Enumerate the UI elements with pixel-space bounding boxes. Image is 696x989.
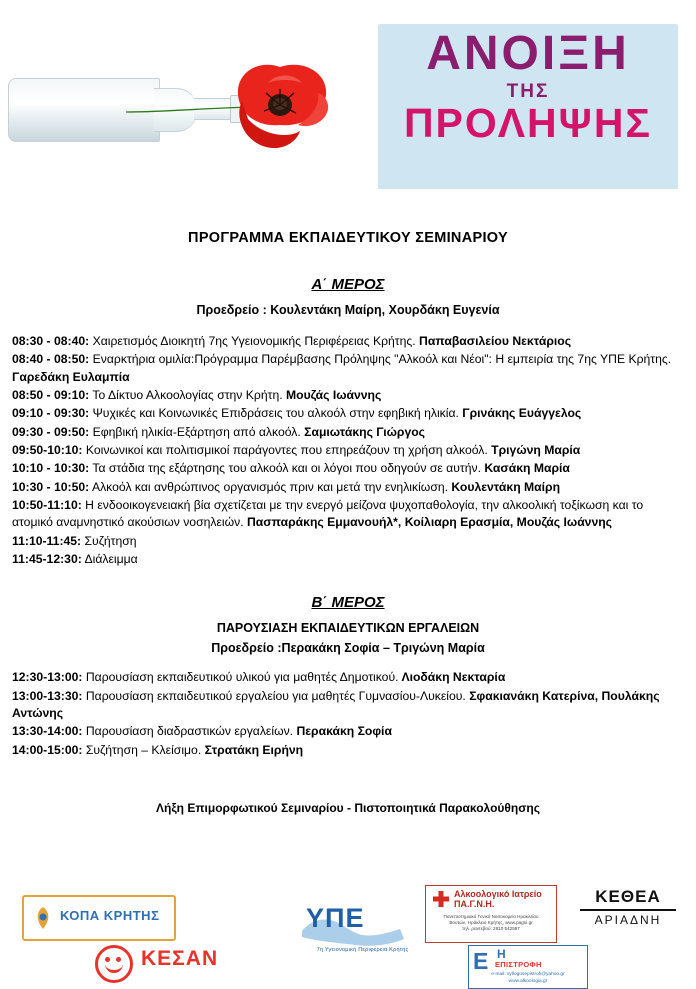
logo-kopa-kritis xyxy=(22,895,176,941)
schedule-row-speaker: Περακάκη Σοφία xyxy=(293,724,392,739)
schedule-row-time: 10:50-11:10: xyxy=(12,497,82,512)
schedule-row xyxy=(12,424,684,441)
banner-title-prolipsis: ΠΡΟΛΗΨΗΣ xyxy=(403,100,653,146)
schedule-row xyxy=(12,405,684,422)
part-b-schedule xyxy=(10,669,686,759)
header-banner xyxy=(0,0,696,200)
logo-kethea-label: ΚΕΘΕΑ xyxy=(595,887,661,906)
schedule-row-time: 14:00-15:00: xyxy=(12,742,83,757)
logo-alkoologiko-label: Αλκοολογικό Ιατρείο ΠΑ.Γ.Ν.Η. xyxy=(454,889,542,910)
schedule-row xyxy=(12,333,684,350)
schedule-row-time: 10:30 - 10:50: xyxy=(12,479,90,494)
logo-alkoologiko-line1: Πανεπιστημιακό Γενικό Νοσοκομείο Ηρακλείου xyxy=(443,914,539,919)
document-body xyxy=(0,230,696,815)
schedule-row-speaker: Πασπαράκης Εμμανουήλ*, Κοίλιαρη Ερασμία, Μουζάς Ιωάννης xyxy=(243,515,613,530)
schedule-row-speaker: Τριγώνη Μαρία xyxy=(487,442,581,457)
logo-epistrofi-website: www.alkoologia.gr xyxy=(508,978,548,984)
schedule-row-description: Εναρκτήρια ομιλία:Πρόγραμμα Παρέμβασης Πρόληψης "Αλκοόλ και Νέοι": Η εμπειρία της 7ης ΥΠΕ Κρήτης. xyxy=(89,352,672,367)
schedule-row-speaker: Γρινάκης Ευάγγελος xyxy=(458,406,582,421)
logo-ype-subtitle: 7η Υγειονομική Περιφέρεια Κρήτης xyxy=(316,947,409,953)
medical-cross-icon xyxy=(432,890,450,908)
schedule-row xyxy=(12,351,684,386)
schedule-row xyxy=(12,460,684,477)
schedule-row xyxy=(12,551,684,568)
schedule-row-description: Η ενδοοικογενειακή βία σχετίζεται με την ενεργό μείζονα ψυχοπαθολογία, την αλκοολική τοξίκωση και το ατομικό αναμνηστικό ακούσιων νοσηλειών. xyxy=(12,497,644,530)
part-b-heading: Β΄ ΜΕΡΟΣ xyxy=(311,594,385,612)
logo-epistrofi xyxy=(468,945,588,989)
schedule-row-speaker: Μουζάς Ιωάννης xyxy=(282,387,382,402)
schedule-row-description: Τα στάδια της εξάρτησης του αλκοόλ και οι λόγοι που οδηγούν σε αυτήν. xyxy=(89,461,481,476)
schedule-row-speaker: Κασάκη Μαρία xyxy=(480,461,570,476)
poppy-flower-icon xyxy=(228,55,336,160)
logo-epistrofi-label: ΕΠΙΣΤΡΟΦΗ xyxy=(495,960,542,969)
schedule-row-description: Παρουσίαση εκπαιδευτικού εργαλείου για μαθητές Γυμνασίου-Λυκείου. xyxy=(82,688,466,703)
kesan-smile xyxy=(105,961,123,973)
logo-kesan xyxy=(95,943,265,979)
part-b-subtitle: ΠΑΡΟΥΣΙΑΣΗ ΕΚΠΑΙΔΕΥΤΙΚΩΝ ΕΡΓΑΛΕΙΩΝ xyxy=(216,621,480,636)
schedule-row-description: Χαιρετισμός Διοικητή 7ης Υγειονομικής Περιφέρειας Κρήτης. xyxy=(89,334,416,348)
schedule-row-time: 12:30-13:00: xyxy=(12,670,83,685)
schedule-row xyxy=(12,442,684,459)
schedule-row-time: 08:50 - 09:10: xyxy=(12,387,90,402)
banner-title-anoixi-text: ΑΝΟΙΞΗ xyxy=(426,27,630,80)
schedule-row xyxy=(12,723,684,740)
bottle-illustration xyxy=(8,78,248,140)
schedule-row-time: 09:10 - 09:30: xyxy=(12,406,90,421)
schedule-row-time: 08:30 - 08:40: xyxy=(12,334,90,348)
schedule-row-description: Διάλειμμα xyxy=(81,551,138,566)
schedule-row xyxy=(12,387,684,404)
schedule-row-time: 11:45-12:30: xyxy=(12,551,82,566)
schedule-row xyxy=(12,688,684,723)
logo-epistrofi-contact xyxy=(471,972,585,986)
page-title: ΠΡΟΓΡΑΜΜΑ ΕΚΠΑΙΔΕΥΤΙΚΟΥ ΣΕΜΙΝΑΡΙΟΥ xyxy=(188,230,508,246)
schedule-row-speaker: Σφακιανάκη Κατερίνα, Πουλάκης Αντώνης xyxy=(12,688,660,720)
schedule-row xyxy=(12,479,684,496)
logo-alkoologiko-details xyxy=(430,914,552,933)
schedule-row-speaker: Παπαβασιλείου Νεκτάριος xyxy=(415,334,572,348)
logo-alkoologiko-line2: Βουτών, Ηράκλειο Κρήτης, www.pagni.gr xyxy=(449,920,533,926)
schedule-row-description: Συζήτηση – Κλείσιμο. xyxy=(82,742,202,757)
schedule-row-speaker: Στρατάκη Ειρήνη xyxy=(201,742,304,757)
schedule-row-description: Ψυχικές και Κοινωνικές Επιδράσεις του αλκοόλ στην εφηβική ηλικία. xyxy=(89,406,459,421)
logo-kesan-label: ΚΕΣΑΝ xyxy=(141,947,219,970)
schedule-row-description: Κοινωνικοί και πολιτισμικοί παράγοντες που επηρεάζουν τη χρήση αλκοόλ. xyxy=(82,442,488,457)
logo-kethea-ariadni xyxy=(578,887,678,935)
schedule-row xyxy=(12,497,684,532)
logo-epistrofi-email: e-mail: syllogosepistrofi@yahoo.gr xyxy=(491,972,565,977)
schedule-row-time: 11:10-11:45: xyxy=(12,533,82,548)
schedule-row-description: Συζήτηση xyxy=(81,533,137,548)
schedule-row-description: Παρουσίαση διαδραστικών εργαλείων. xyxy=(82,724,294,739)
banner-title-block xyxy=(378,27,678,146)
part-a-chair: Προεδρείο : Κουλεντάκη Μαίρη, Χουρδάκη Ευγενία xyxy=(196,303,500,317)
schedule-row-time: 09:50-10:10: xyxy=(12,442,83,457)
part-a-schedule xyxy=(10,333,686,568)
logo-strip xyxy=(0,865,696,985)
schedule-row-time: 13:30-14:00: xyxy=(12,724,83,739)
logo-epistrofi-initial: Ε xyxy=(473,948,489,974)
part-b-chair: Προεδρείο :Περακάκη Σοφία – Τριγώνη Μαρία xyxy=(211,641,485,656)
banner-title-anoixi xyxy=(378,27,678,80)
logo-ype-label: ΥΠΕ xyxy=(306,903,365,933)
schedule-row-time: 13:00-13:30: xyxy=(12,688,83,703)
schedule-row-description: Παρουσίαση εκπαιδευτικού υλικού για μαθητές Δημοτικού. xyxy=(82,670,399,685)
schedule-row xyxy=(12,742,684,759)
logo-alkoologiko-line3: τηλ. ραντεβού: 2810 542597 xyxy=(462,926,520,932)
part-a-heading: Α΄ ΜΕΡΟΣ xyxy=(311,276,385,293)
logo-ariadni-label: ΑΡΙΑΔΝΗ xyxy=(594,913,662,927)
logo-alkoologiko-iatreio xyxy=(425,885,557,943)
schedule-row-time: 08:40 - 08:50: xyxy=(12,352,90,367)
schedule-row-time: 09:30 - 09:50: xyxy=(12,424,90,439)
schedule-row xyxy=(12,533,684,550)
logo-ype xyxy=(300,903,425,971)
kopa-emblem-icon xyxy=(30,905,56,931)
logo-epistrofi-h: Η xyxy=(497,947,506,961)
schedule-row-speaker: Γαρεδάκη Ευλαμπία xyxy=(12,369,130,384)
schedule-row-time: 10:10 - 10:30: xyxy=(12,461,90,476)
kesan-smiley-icon xyxy=(95,945,133,983)
closing-note: Λήξη Επιμορφωτικού Σεμιναρίου - Πιστοποιητικά Παρακολούθησης xyxy=(155,800,540,815)
schedule-row xyxy=(12,669,684,686)
banner-title-tis: ΤΗΣ xyxy=(506,81,550,102)
schedule-row-speaker: Σαμιωτάκης Γιώργος xyxy=(300,424,426,439)
schedule-row-description: Το Δίκτυο Αλκοολογίας στην Κρήτη. xyxy=(89,387,283,402)
schedule-row-description: Εφηβική ηλικία-Εξάρτηση από αλκοόλ. xyxy=(89,424,301,439)
schedule-row-description: Αλκοόλ και ανθρώπινος οργανισμός πριν και μετά την ενηλικίωση. xyxy=(89,479,449,494)
logo-kopa-label: ΚΟΠΑ ΚΡΗΤΗΣ xyxy=(60,908,160,923)
schedule-row-speaker: Κουλεντάκη Μαίρη xyxy=(448,479,561,494)
schedule-row-speaker: Λιοδάκη Νεκταρία xyxy=(398,670,506,685)
logo-kethea-divider xyxy=(580,909,676,911)
